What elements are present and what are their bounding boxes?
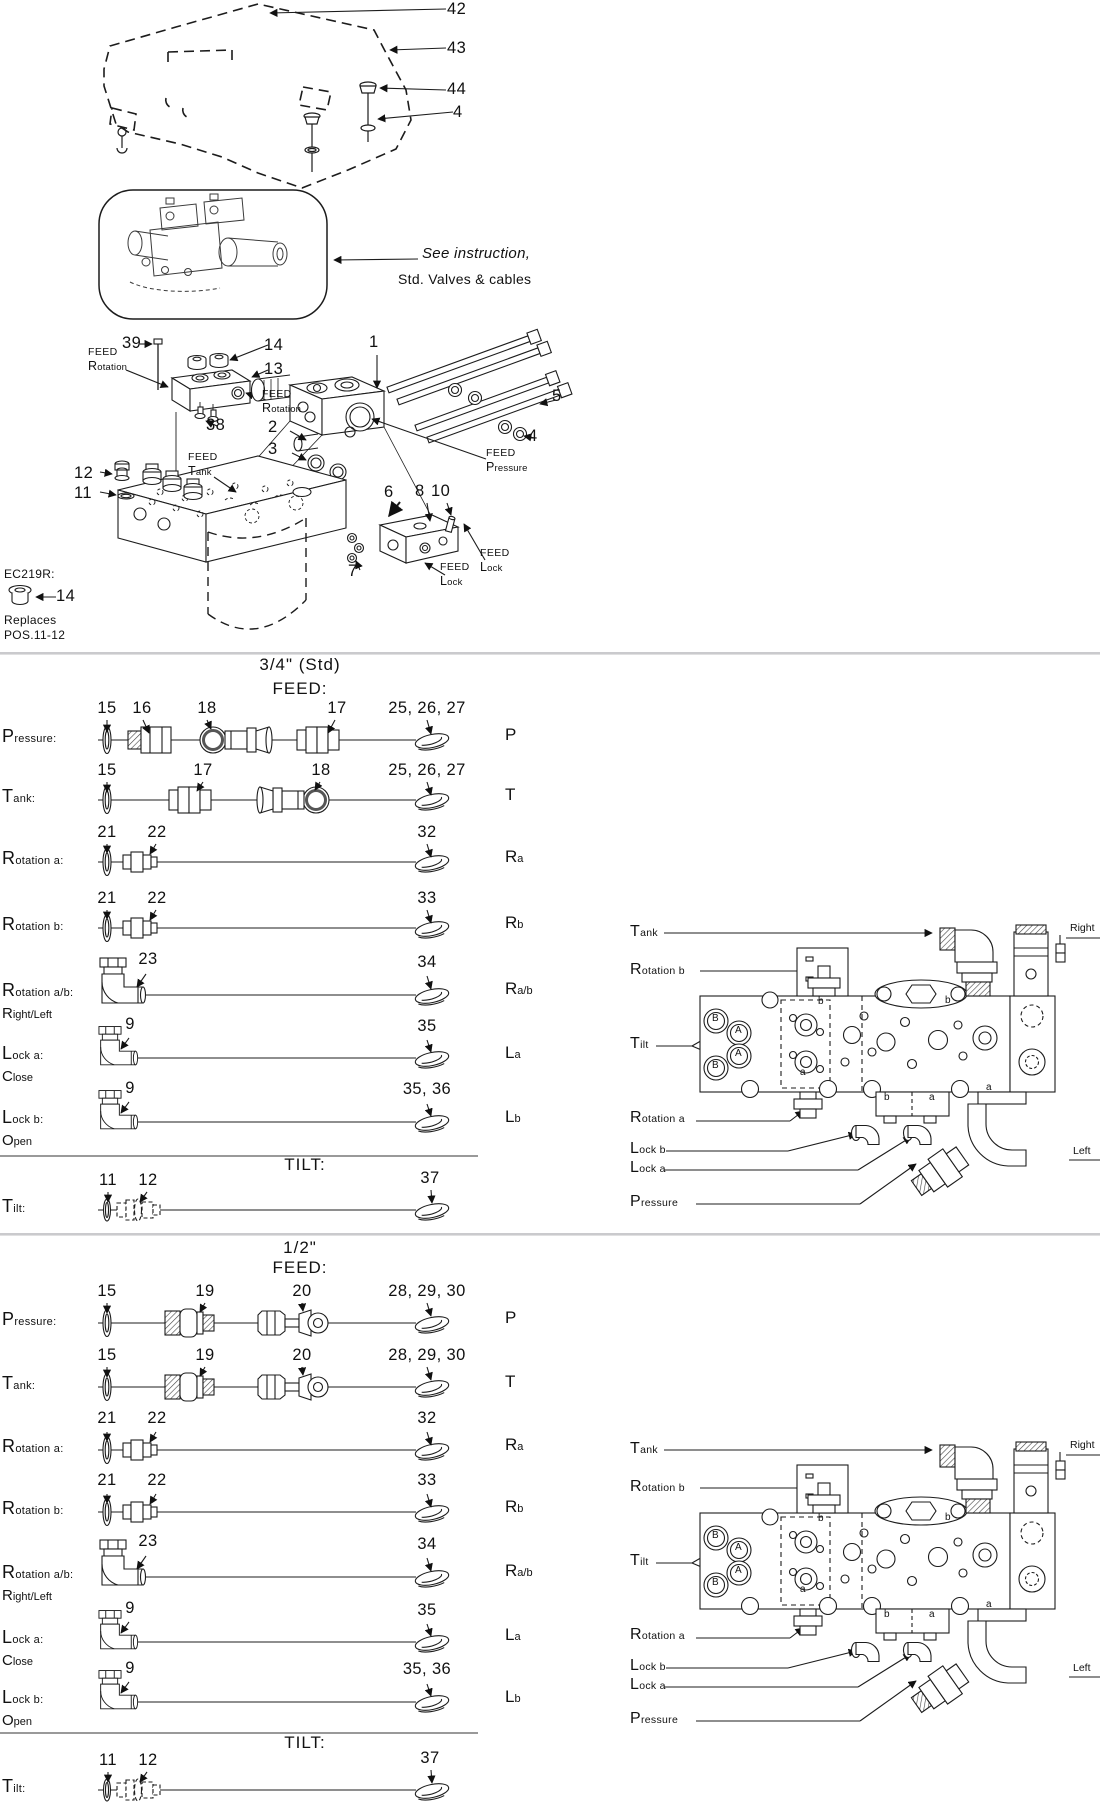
part-num: 11 — [99, 1751, 117, 1769]
row-sublabel-open-12: Open — [2, 1712, 33, 1729]
tilt-port-letter: A — [735, 1542, 742, 1553]
section-34-tilt-heading: TILT: — [284, 1155, 326, 1174]
port-letter-a: a — [929, 1092, 935, 1103]
part-num: 12 — [138, 1751, 158, 1769]
row-label-lock-b-12: Lock b: — [2, 1687, 44, 1707]
row-label-rotation-a-12: Rotation a: — [2, 1436, 64, 1456]
diagram-label-tilt-12: Tilt — [630, 1552, 649, 1569]
diagram-label-tank-12: Tank — [630, 1440, 658, 1457]
port-letter-a: a — [986, 1599, 992, 1610]
part-num: 9 — [125, 1015, 135, 1033]
row-sublabel-close-34: Close — [2, 1068, 34, 1085]
part-num: 19 — [195, 1282, 215, 1300]
port-letter-lb-34: Lb — [505, 1107, 521, 1126]
section-12-tilt-heading: TILT: — [284, 1733, 326, 1752]
seal-num: 35, 36 — [402, 1080, 452, 1098]
diagram-label-right-12: Right — [1070, 1439, 1095, 1451]
port-letter-p-12: P — [505, 1308, 517, 1327]
callout-43: 43 — [447, 39, 467, 57]
port-letter-b: b — [818, 1513, 824, 1524]
seal-num: 28, 29, 30 — [388, 1346, 466, 1364]
part-num: 23 — [138, 950, 158, 968]
part-num: 9 — [125, 1659, 135, 1677]
section-34-title: 3/4" (Std) — [259, 655, 341, 674]
row-sublabel-rightleft-12: Right/Left — [2, 1587, 52, 1604]
callout-39: 39 — [122, 334, 142, 352]
port-letter-lb-12: Lb — [505, 1687, 521, 1706]
diagram-label-lock-b-34: Lock b — [630, 1140, 666, 1157]
callout-7: 7 — [348, 562, 358, 580]
port-letter-a: a — [929, 1609, 935, 1620]
port-letter-b: b — [884, 1092, 890, 1103]
part-num: 11 — [99, 1171, 117, 1189]
row-label-pressure-12: Pressure: — [2, 1309, 57, 1329]
callout-14: 14 — [264, 336, 284, 354]
tilt-port-letter: B — [712, 1060, 719, 1071]
diagram-label-rotation-a-34: Rotation a — [630, 1109, 685, 1126]
port-letter-rab-12: Ra/b — [505, 1561, 533, 1580]
callout-12: 12 — [74, 464, 94, 482]
callout-10: 10 — [431, 482, 451, 500]
seal-num: 35 — [417, 1601, 437, 1619]
feed-lock-label-2: FEED — [480, 547, 510, 559]
part-num: 18 — [197, 699, 217, 717]
tilt-port-letter: B — [712, 1530, 719, 1541]
row-label-lock-a-34: Lock a: — [2, 1043, 44, 1063]
part-num: 15 — [97, 1282, 117, 1300]
port-letter-la-12: La — [505, 1625, 521, 1644]
diagram-label-pressure-12: Pressure — [630, 1710, 679, 1727]
port-letter-b: b — [884, 1609, 890, 1620]
callout-4: 4 — [453, 103, 463, 121]
part-num: 21 — [97, 889, 117, 907]
port-letter-ra-34: Ra — [505, 847, 524, 866]
row-sublabel-rightleft-34: Right/Left — [2, 1005, 52, 1022]
ec-replaces-line1: Replaces — [4, 613, 57, 627]
port-letter-b: b — [945, 995, 951, 1006]
part-num: 9 — [125, 1079, 135, 1097]
port-letter-rb-34: Rb — [505, 913, 524, 932]
diagram-label-lock-a-12: Lock a — [630, 1676, 666, 1693]
port-letter-rab-34: Ra/b — [505, 979, 533, 998]
feed-rotation-label-1: FEED — [88, 346, 118, 358]
row-label-rotation-b-12: Rotation b: — [2, 1498, 64, 1518]
callout-42: 42 — [447, 0, 467, 18]
seal-num: 37 — [420, 1749, 440, 1767]
diagram-label-left-34: Left — [1073, 1145, 1091, 1157]
diagram-label-rotation-b-34: Rotation b — [630, 961, 685, 978]
diagram-label-tank-34: Tank — [630, 923, 658, 940]
row-sublabel-close-12: Close — [2, 1652, 34, 1669]
part-num: 20 — [292, 1346, 312, 1364]
ec-code: EC219R: — [4, 567, 55, 581]
feed-lock-label-1: FEED — [440, 561, 470, 573]
feed-rotation-word-1: Rotation — [88, 359, 128, 373]
instruction-note-line1: See instruction, — [422, 245, 531, 262]
part-num: 16 — [132, 699, 152, 717]
callout-1: 1 — [369, 333, 379, 351]
row-label-rotation-ab-34: Rotation a/b: — [2, 980, 74, 1000]
seal-num: 34 — [417, 953, 437, 971]
part-num: 12 — [138, 1171, 158, 1189]
tilt-port-letter: A — [735, 1048, 742, 1059]
row-label-tank-34: Tank: — [2, 786, 36, 806]
seal-num: 33 — [417, 889, 437, 907]
port-letter-ra-12: Ra — [505, 1435, 524, 1454]
callout-2: 2 — [268, 418, 278, 436]
callout-4-mid: 4 — [528, 427, 538, 445]
feed-pressure-label: FEED — [486, 447, 516, 459]
section-12-title: 1/2" — [283, 1238, 317, 1257]
row-label-lock-a-12: Lock a: — [2, 1627, 44, 1647]
port-letter-rb-12: Rb — [505, 1497, 524, 1516]
part-num: 22 — [147, 1409, 167, 1427]
row-label-lock-b-34: Lock b: — [2, 1107, 44, 1127]
feed-lock-word-2: Lock — [480, 560, 503, 574]
callout-3: 3 — [268, 440, 278, 458]
seal-num: 35 — [417, 1017, 437, 1035]
diagram-label-lock-a-34: Lock a — [630, 1159, 666, 1176]
diagram-label-right-34: Right — [1070, 922, 1095, 934]
row-label-rotation-ab-12: Rotation a/b: — [2, 1562, 74, 1582]
port-letter-la-34: La — [505, 1043, 521, 1062]
feed-tank-label: FEED — [188, 451, 218, 463]
row-label-rotation-a-34: Rotation a: — [2, 848, 64, 868]
callout-6: 6 — [384, 483, 394, 501]
port-letter-t-34: T — [505, 785, 516, 804]
row-label-tank-12: Tank: — [2, 1373, 36, 1393]
callout-5: 5 — [552, 387, 562, 405]
callout-11: 11 — [74, 484, 92, 502]
callout-38: 38 — [206, 416, 226, 434]
feed-rotation-word-2: Rotation — [262, 401, 302, 415]
part-num: 15 — [97, 1346, 117, 1364]
port-letter-a: a — [986, 1082, 992, 1093]
seal-num: 28, 29, 30 — [388, 1282, 466, 1300]
tilt-port-letter: B — [712, 1577, 719, 1588]
seal-num: 32 — [417, 1409, 437, 1427]
row-label-pressure-34: Pressure: — [2, 726, 57, 746]
row-label-tilt-34: Tilt: — [2, 1196, 26, 1216]
port-letter-p-34: P — [505, 725, 517, 744]
part-num: 17 — [327, 699, 347, 717]
part-num: 23 — [138, 1532, 158, 1550]
diagram-label-rotation-a-12: Rotation a — [630, 1626, 685, 1643]
part-num: 15 — [97, 699, 117, 717]
instruction-note-line2: Std. Valves & cables — [398, 271, 532, 287]
tilt-port-letter: A — [735, 1565, 742, 1576]
part-num: 21 — [97, 823, 117, 841]
callout-8: 8 — [415, 482, 425, 500]
diagram-label-lock-b-12: Lock b — [630, 1657, 666, 1674]
seal-num: 25, 26, 27 — [388, 699, 466, 717]
feed-tank-word: Tank — [188, 464, 212, 478]
part-num: 22 — [147, 1471, 167, 1489]
port-letter-t-12: T — [505, 1372, 516, 1391]
section-12-feed-heading: FEED: — [272, 1258, 328, 1277]
part-num: 21 — [97, 1471, 117, 1489]
seal-num: 37 — [420, 1169, 440, 1187]
feed-rotation-label-2: FEED — [262, 388, 292, 400]
part-num: 22 — [147, 889, 167, 907]
part-num: 18 — [311, 761, 331, 779]
port-letter-a: a — [800, 1067, 806, 1078]
callout-13: 13 — [264, 360, 284, 378]
diagram-label-left-12: Left — [1073, 1662, 1091, 1674]
ec-part-number: 14 — [56, 587, 76, 605]
part-num: 19 — [195, 1346, 215, 1364]
part-num: 21 — [97, 1409, 117, 1427]
part-num: 9 — [125, 1599, 135, 1617]
tilt-port-letter: B — [712, 1013, 719, 1024]
tilt-port-letter: A — [735, 1025, 742, 1036]
seal-num: 25, 26, 27 — [388, 761, 466, 779]
section-34-feed-heading: FEED: — [272, 679, 328, 698]
part-num: 17 — [193, 761, 213, 779]
port-letter-b: b — [945, 1512, 951, 1523]
feed-pressure-word: Pressure — [486, 460, 528, 474]
port-letter-a: a — [800, 1584, 806, 1595]
diagram-label-tilt-34: Tilt — [630, 1035, 649, 1052]
row-sublabel-open-34: Open — [2, 1132, 33, 1149]
row-label-rotation-b-34: Rotation b: — [2, 914, 64, 934]
seal-num: 33 — [417, 1471, 437, 1489]
ec-replaces-line2: POS.11-12 — [4, 628, 66, 642]
seal-num: 32 — [417, 823, 437, 841]
seal-num: 35, 36 — [402, 1660, 452, 1678]
seal-num: 34 — [417, 1535, 437, 1553]
row-label-tilt-12: Tilt: — [2, 1776, 26, 1796]
part-num: 15 — [97, 761, 117, 779]
diagram-label-rotation-b-12: Rotation b — [630, 1478, 685, 1495]
part-num: 22 — [147, 823, 167, 841]
diagram-label-pressure-34: Pressure — [630, 1193, 679, 1210]
part-num: 20 — [292, 1282, 312, 1300]
callout-44: 44 — [447, 80, 467, 98]
feed-lock-word-1: Lock — [440, 574, 463, 588]
port-letter-b: b — [818, 996, 824, 1007]
